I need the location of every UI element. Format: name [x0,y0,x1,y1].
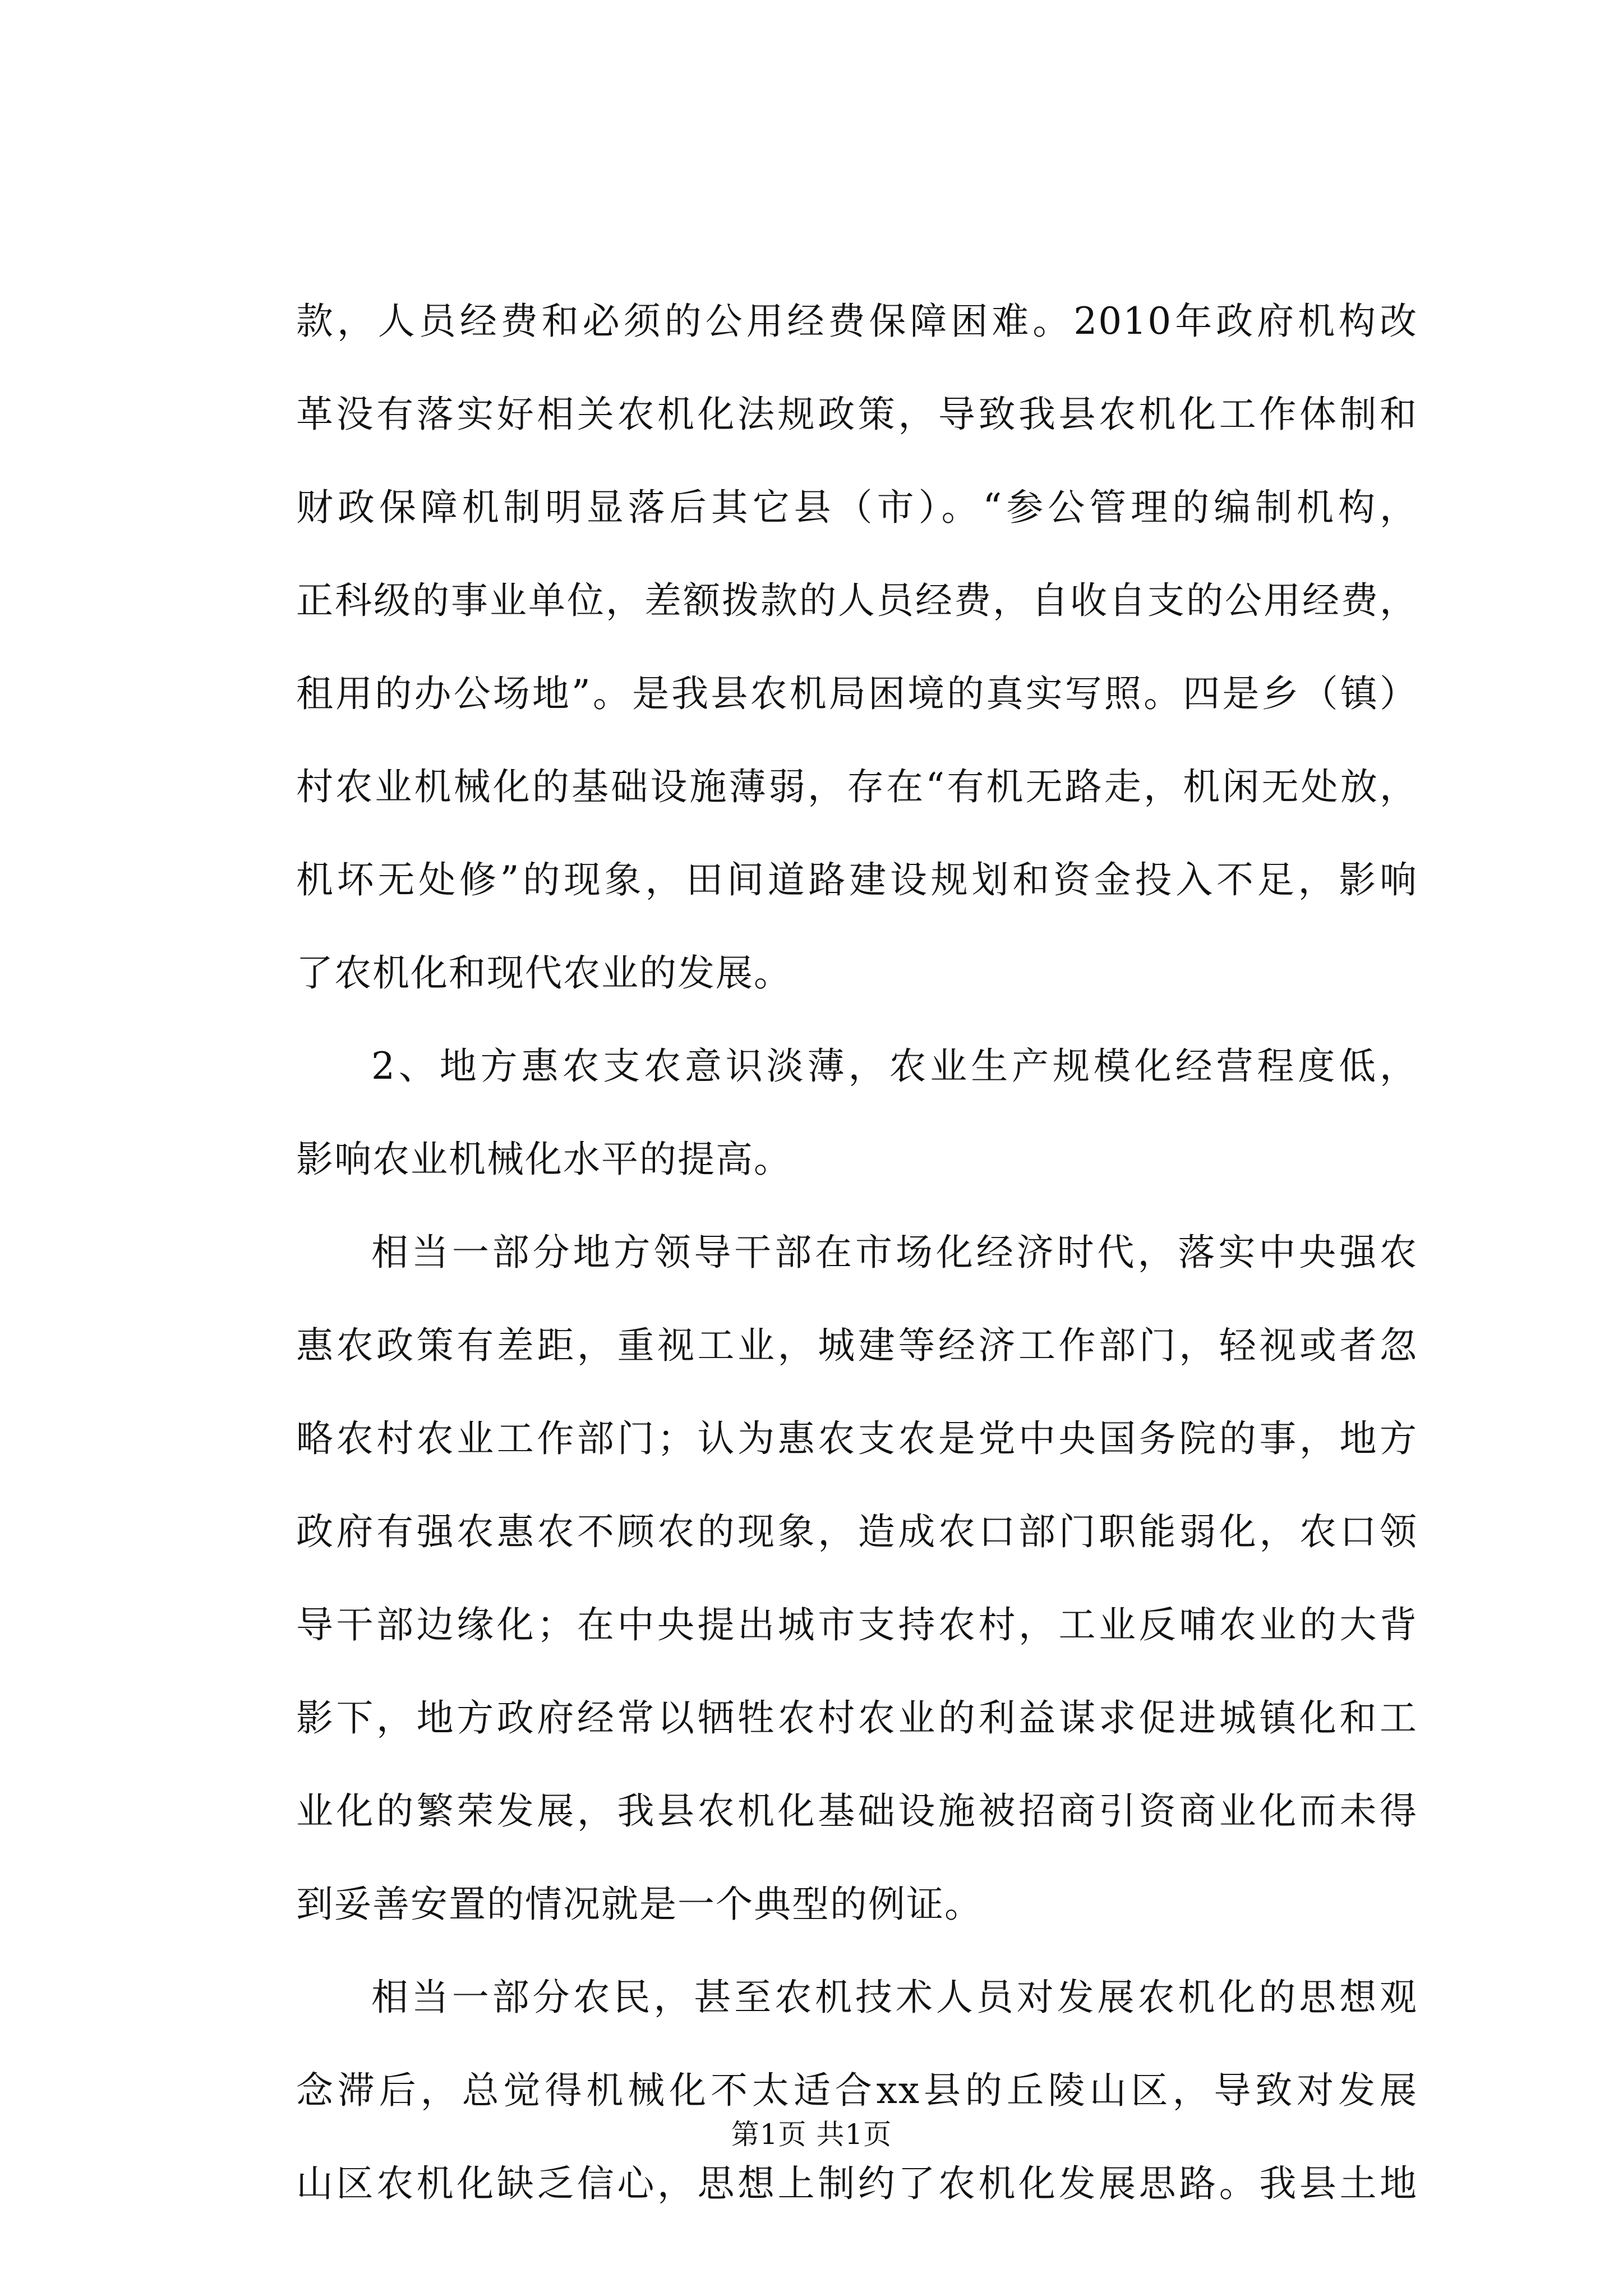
page-number-footer: 第1页 共1页 [731,2118,892,2151]
section-heading: 影响农业机械化水平的提高。 [296,1138,792,1181]
text-line: 山区农机化缺乏信心，思想上制约了农机化发展思路。我县土地 [296,2162,1418,2205]
text-line: 政府有强农惠农不顾农的现象，造成农口部门职能弱化，农口领 [296,1510,1418,1553]
text-line: 导干部边缘化；在中央提出城市支持农村，工业反哺农业的大背 [296,1603,1418,1646]
text-line: 相当一部分农民，甚至农机技术人员对发展农机化的思想观 [371,1976,1418,2019]
text-line: 相当一部分地方领导干部在市场化经济时代，落实中央强农 [371,1231,1418,1274]
text-line: 到妥善安置的情况就是一个典型的例证。 [296,1883,983,1926]
text-line: 机坏无处修”的现象，田间道路建设规划和资金投入不足，影响 [296,858,1418,901]
text-line: 财政保障机制明显落后其它县（市）。“参公管理的编制机构， [296,486,1418,529]
text-line: 款，人员经费和必须的公用经费保障困难。2010年政府机构改 [296,300,1418,343]
text-line: 革没有落实好相关农机化法规政策，导致我县农机化工作体制和 [296,393,1418,436]
text-line: 影下，地方政府经常以牺牲农村农业的利益谋求促进城镇化和工 [296,1696,1418,1740]
text-line: 了农机化和现代农业的发展。 [296,951,792,995]
text-line: 租用的办公场地”。是我县农机局困境的真实写照。四是乡（镇） [296,672,1418,715]
text-line: 正科级的事业单位，差额拨款的人员经费，自收自支的公用经费， [296,579,1418,622]
text-line: 业化的繁荣发展，我县农机化基础设施被招商引资商业化而未得 [296,1789,1418,1833]
text-line: 略农村农业工作部门；认为惠农支农是党中央国务院的事，地方 [296,1417,1418,1460]
text-line: 惠农政策有差距，重视工业，城建等经济工作部门，轻视或者忽 [296,1324,1418,1367]
text-line: 念滞后，总觉得机械化不太适合xx县的丘陵山区，导致对发展 [296,2069,1418,2112]
section-heading: 2、地方惠农支农意识淡薄，农业生产规模化经营程度低， [371,1045,1418,1088]
text-line: 村农业机械化的基础设施薄弱，存在“有机无路走，机闲无处放， [296,765,1418,808]
